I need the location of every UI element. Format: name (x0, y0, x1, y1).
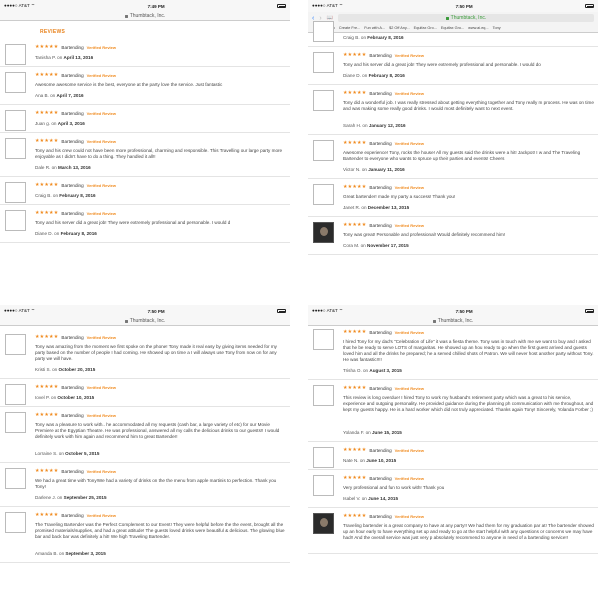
lock-icon (446, 17, 449, 20)
on-label: on (360, 243, 366, 248)
review-date: February 8, 2016 (59, 193, 96, 198)
on-label: on (54, 231, 60, 236)
review-category: Bartending (61, 182, 84, 188)
avatar (5, 138, 26, 159)
bookmark-item[interactable]: Tony (492, 26, 501, 30)
reviewer-name: Darlene J. (35, 495, 56, 500)
battery-icon (585, 309, 594, 313)
review-item (308, 508, 598, 554)
reviewer-name: Craig B. (343, 35, 360, 40)
url-bar[interactable] (308, 317, 598, 326)
review-item (0, 326, 290, 379)
review-date: February 8, 2016 (368, 73, 405, 78)
review-item (0, 39, 290, 67)
verified-badge: Verified Review (394, 329, 425, 335)
star-rating: ★★★★★ (343, 475, 367, 481)
url-text: Thumbtack, Inc. (437, 318, 474, 324)
verified-badge: Verified Review (86, 44, 117, 50)
review-date: January 11, 2016 (368, 167, 405, 172)
reviews-heading: REVIEWS (40, 29, 66, 35)
back-icon[interactable]: ‹ (312, 14, 315, 22)
review-text: Tony was a pleasure to work with.. he accommodated all my requests (cash bar, a large variety of etc) for our Movie Premiere at the Egyptian Theatre. He was professional, answered all my calls the delicious drinks to our guests!! I would definitely work with him again and recommend him to great Bartender! (35, 422, 280, 439)
review-date: October 10, 2015 (57, 395, 95, 400)
verified-badge: Verified Review (86, 72, 117, 78)
reviewer-name: Kristi S. (35, 367, 51, 372)
review-date: October 5, 2015 (65, 451, 100, 456)
star-rating: ★★★★★ (343, 52, 367, 58)
review-category: Bartending (61, 72, 84, 78)
review-item (308, 179, 598, 217)
reviewer-name: Ana B. (35, 93, 49, 98)
review-text: Traveling bartender is a great company to have at any party!! We had them for my graduation par at! The bartender showed up an hour early to have everything set up and ready to go at the start helpful with any questions or concerns we may have had!! And the overall service was just very p absolutely recommend to anyone in need of a bartending service!! (343, 523, 594, 540)
on-label: on (52, 367, 58, 372)
verified-badge: Verified Review (394, 90, 425, 96)
avatar (5, 210, 26, 231)
clock: 7:49 PM (147, 3, 165, 9)
verified-badge: Verified Review (394, 222, 425, 228)
screenshot-panel-1 (0, 0, 290, 290)
review-item (308, 380, 598, 442)
bookmark-item[interactable]: Fun with A... (364, 26, 386, 30)
on-label: on (51, 121, 57, 126)
review-item (308, 217, 598, 255)
review-text: Tony was amazing from the moment we first spoke on the phone! Tony made it real easy by giving items needed for my party based on the number of people I had coming. He showed up on time a I will always use Tony from now on for any party we will have. (35, 344, 277, 361)
avatar (313, 385, 334, 406)
reviewer-name: Dale R. (35, 165, 51, 170)
url-bar[interactable] (338, 14, 594, 22)
review-date: September 3, 2015 (65, 551, 106, 556)
battery-icon (277, 4, 286, 8)
on-label: on (361, 205, 367, 210)
review-item (0, 205, 290, 243)
review-category: Bartending (61, 138, 84, 144)
review-category: Bartending (369, 184, 392, 190)
review-date: April 13, 2016 (63, 55, 94, 60)
on-label: on (59, 551, 65, 556)
review-category: Bartending (61, 210, 84, 216)
review-item (0, 379, 290, 407)
review-text: Tony and his server did a great job! They were extremely professional and personable. I would do (343, 62, 541, 67)
star-rating: ★★★★★ (343, 447, 367, 453)
bookmark-item[interactable]: Create Fre... (338, 26, 361, 30)
verified-badge: Verified Review (86, 384, 117, 390)
star-rating: ★★★★★ (343, 329, 367, 335)
verified-badge: Verified Review (86, 110, 117, 116)
star-rating: ★★★★★ (343, 90, 367, 96)
review-category: Bartending (369, 52, 392, 58)
review-date: February 8, 2016 (60, 231, 97, 236)
review-category: Bartending (61, 110, 84, 116)
review-category: Bartending (369, 385, 392, 391)
battery-icon (277, 309, 286, 313)
avatar (313, 329, 334, 350)
verified-badge: Verified Review (394, 184, 425, 190)
review-text: Awesome experience! Tony, rocks the house! All my guests said the drinks were a hit! Jackpot! I w and The Traveling Bartender to everyone who wants to spruce up their parties and events! Cheers (343, 150, 581, 161)
verified-badge: Verified Review (86, 334, 117, 340)
lock-icon (125, 320, 128, 323)
avatar (5, 412, 26, 433)
review-text: Tony and his crew could not have been more professional, charming and responsible. This Travelling our large party more enjoyable as I didn't have to do a thing. They handled it all!! (35, 148, 283, 159)
bookmarks-icon[interactable]: 📖 (326, 15, 333, 21)
review-item (0, 67, 290, 105)
review-date: February 8, 2016 (367, 35, 404, 40)
reviewer-name: Isabel V. (343, 496, 361, 501)
carrier: ●●●●○ AT&T ⌔ (312, 308, 344, 313)
review-date: June 15, 2015 (371, 430, 402, 435)
review-item (0, 463, 290, 507)
star-rating: ★★★★★ (35, 210, 59, 216)
url-text: Thumbtack, Inc. (129, 13, 166, 19)
avatar (313, 52, 334, 73)
review-item (308, 135, 598, 179)
review-category: Bartending (369, 329, 392, 335)
reviewer-name: Amanda B. (35, 551, 58, 556)
avatar (313, 447, 334, 468)
on-label: on (365, 430, 371, 435)
avatar (313, 513, 334, 534)
reviewer-name: Tanisha P. (35, 55, 56, 60)
carrier: ●●●●○ AT&T ⌔ (4, 308, 36, 313)
review-item (308, 85, 598, 135)
url-text: Thumbtack, Inc. (450, 15, 487, 21)
star-rating: ★★★★★ (35, 138, 59, 144)
review-category: Bartending (369, 475, 392, 481)
verified-badge: Verified Review (394, 447, 425, 453)
review-text: Awesome awesome service is the best, everyone at the party love the service. Just fantastic (35, 82, 223, 87)
review-item (0, 177, 290, 205)
review-date: March 13, 2016 (58, 165, 91, 170)
on-label: on (51, 165, 57, 170)
star-rating: ★★★★★ (35, 512, 59, 518)
review-category: Bartending (61, 468, 84, 474)
bookmark-item[interactable]: www.ai.eq... (468, 26, 489, 30)
avatar (5, 72, 26, 93)
on-label: on (52, 193, 59, 198)
screenshot-panel-3 (0, 305, 290, 595)
clock: 7:50 PM (455, 3, 473, 9)
reviewer-name: Lorraine S. (35, 451, 58, 456)
review-item (308, 442, 598, 470)
lock-icon (125, 15, 128, 18)
review-item (0, 133, 290, 177)
on-label: on (359, 458, 365, 463)
review-text: Great bartender! made my party a success! Thank you! (343, 194, 456, 199)
star-rating: ★★★★★ (35, 182, 59, 188)
status-bar (308, 0, 598, 12)
review-category: Bartending (369, 140, 392, 146)
avatar (313, 184, 334, 205)
verified-badge: Verified Review (86, 138, 117, 144)
verified-badge: Verified Review (394, 140, 425, 146)
review-date: September 25, 2015 (63, 495, 107, 500)
review-text: Tony was great! Personable and professional! Would definitely recommend him! (343, 232, 506, 237)
reviewer-name: Juan g. (35, 121, 51, 126)
battery-icon (585, 4, 594, 8)
verified-badge: Verified Review (86, 512, 117, 518)
lock-icon (433, 320, 436, 323)
review-category: Bartending (369, 513, 392, 519)
review-category: Bartending (369, 90, 392, 96)
review-item (0, 105, 290, 133)
verified-badge: Verified Review (394, 385, 425, 391)
status-bar (308, 305, 598, 317)
avatar (313, 475, 334, 496)
reviewer-name: Iovel P. (35, 395, 50, 400)
avatar (313, 222, 334, 243)
avatar (5, 182, 26, 203)
verified-badge: Verified Review (394, 513, 425, 519)
star-rating: ★★★★★ (35, 110, 59, 116)
star-rating: ★★★★★ (35, 468, 59, 474)
review-category: Bartending (61, 384, 84, 390)
review-category: Bartending (369, 447, 392, 453)
reviewer-name: Craig B. (35, 193, 52, 198)
avatar (5, 468, 26, 489)
avatar (5, 384, 26, 405)
reviewer-name: Nate N. (343, 458, 359, 463)
browser-toolbar (308, 12, 598, 24)
reviewer-name: Diane D. (35, 231, 53, 236)
url-bar[interactable] (0, 12, 290, 21)
carrier: ●●●●○ AT&T ⌔ (4, 3, 36, 8)
avatar (5, 44, 26, 65)
reviewer-name: Victor N. (343, 167, 361, 172)
review-category: Bartending (61, 412, 84, 418)
clock: 7:50 PM (147, 308, 165, 314)
review-item (0, 407, 290, 463)
verified-badge: Verified Review (86, 210, 117, 216)
url-bar[interactable] (0, 317, 290, 326)
on-label: on (362, 123, 368, 128)
reviewer-name: Diane D. (343, 73, 361, 78)
bookmarks-bar (308, 24, 598, 33)
verified-badge: Verified Review (394, 52, 425, 58)
avatar (5, 334, 26, 355)
review-category: Bartending (61, 512, 84, 518)
star-rating: ★★★★★ (35, 334, 59, 340)
review-text: The Traveling Bartender was the Perfect Complement to our Event! They were helpful before the the event, brought all the promised materials/supplies, and had a great attitude! The guests loved drinks were beautiful & delicious. The glowing blue bar and back bar was definitely a hit! We high Traveling Bartender. (35, 522, 285, 539)
verified-badge: Verified Review (86, 468, 117, 474)
review-text: Very professional and fun to work with! Thank you (343, 485, 445, 490)
bookmark-item[interactable]: $2 Off Any... (389, 26, 410, 30)
reviewer-name: Janet R. (343, 205, 361, 210)
star-rating: ★★★★★ (35, 72, 59, 78)
review-text: Tony and his server did a great job! They were extremely professional and personable. I would d (35, 220, 231, 225)
review-text: I hired Tony for my dad's "Celebration of Life" it was a fiesta theme. Tony was in touch with me we want to buy and I asked that he be ready to serve LOTS of margaritas. He showed up an hou ready to go when the first guest arrived and guests loved him and all the drinks he prepared; he a served chilled shots of Patron. We will never host another party without Tony. He was fantastic!!!! (343, 339, 594, 362)
review-text: We had a great time with Tony!We had a variety of drinks on the the menu from apple martinis to perfection. Thank you Tony! (35, 478, 277, 489)
carrier: ●●●●○ AT&T ⌔ (312, 3, 344, 8)
review-text: Tony did a wonderful job. I was really stressed about getting everything together and Tony really m process. He was on time and was making some really good drinks. I would most definitely want to next event. (343, 100, 594, 111)
review-item (308, 326, 598, 380)
review-item (308, 47, 598, 85)
avatar (5, 512, 26, 533)
on-label: on (360, 35, 367, 40)
on-label: on (57, 495, 63, 500)
avatar (5, 110, 26, 131)
bookmark-item[interactable]: Equifax Gro... (413, 26, 437, 30)
bookmark-item[interactable]: Equifax Gro... (440, 26, 465, 30)
review-date: August 3, 2015 (369, 368, 402, 373)
screenshot-panel-4 (308, 305, 598, 595)
review-date: January 12, 2016 (368, 123, 406, 128)
review-list (0, 39, 290, 243)
screenshot-panel-2 (308, 0, 598, 290)
on-label: on (51, 395, 57, 400)
forward-icon[interactable]: › (319, 14, 322, 22)
on-label: on (361, 496, 367, 501)
avatar (313, 21, 334, 42)
status-bar (0, 0, 290, 12)
review-item (308, 470, 598, 508)
on-label: on (58, 451, 64, 456)
review-date: October 20, 2015 (58, 367, 96, 372)
star-rating: ★★★★★ (343, 513, 367, 519)
verified-badge: Verified Review (394, 475, 425, 481)
url-text: Thumbtack, Inc. (129, 318, 166, 324)
star-rating: ★★★★★ (35, 44, 59, 50)
review-date: December 13, 2015 (367, 205, 410, 210)
status-bar (0, 305, 290, 317)
reviewer-name: Trisha O. (343, 368, 362, 373)
star-rating: ★★★★★ (343, 385, 367, 391)
review-category: Bartending (61, 44, 84, 50)
star-rating: ★★★★★ (343, 140, 367, 146)
clock: 7:50 PM (455, 308, 473, 314)
verified-badge: Verified Review (86, 182, 117, 188)
star-rating: ★★★★★ (343, 222, 367, 228)
reviewer-name: Yolanda F. (343, 430, 365, 435)
on-label: on (363, 368, 369, 373)
verified-badge: Verified Review (86, 412, 117, 418)
review-text: This review is long overdue! I hired Tony to work my husband's retirement party which was a great to his service, experience and outgoing personality. He provided guidance during the planning ph communication with me throughout, and kept my guests happy. He is a hard worker which did not truly appreciated. Thanks again Tony! Sincerely, Yolanda Forber ;) (343, 395, 594, 412)
star-rating: ★★★★★ (35, 384, 59, 390)
review-category: Bartending (369, 222, 392, 228)
star-rating: ★★★★★ (343, 184, 367, 190)
on-label: on (362, 73, 368, 78)
review-date: April 3, 2016 (57, 121, 85, 126)
review-item (0, 507, 290, 563)
review-date: June 14, 2015 (368, 496, 399, 501)
on-label: on (361, 167, 367, 172)
review-item (308, 33, 598, 47)
on-label: on (57, 55, 63, 60)
review-category: Bartending (61, 334, 84, 340)
reviewer-name: Cora M. (343, 243, 360, 248)
review-date: April 7, 2016 (56, 93, 84, 98)
reviewer-name: Sarah H. (343, 123, 362, 128)
star-rating: ★★★★★ (35, 412, 59, 418)
avatar (313, 140, 334, 161)
avatar (313, 90, 334, 111)
review-date: November 17, 2015 (367, 243, 409, 248)
review-date: June 10, 2015 (366, 458, 397, 463)
on-label: on (50, 93, 56, 98)
